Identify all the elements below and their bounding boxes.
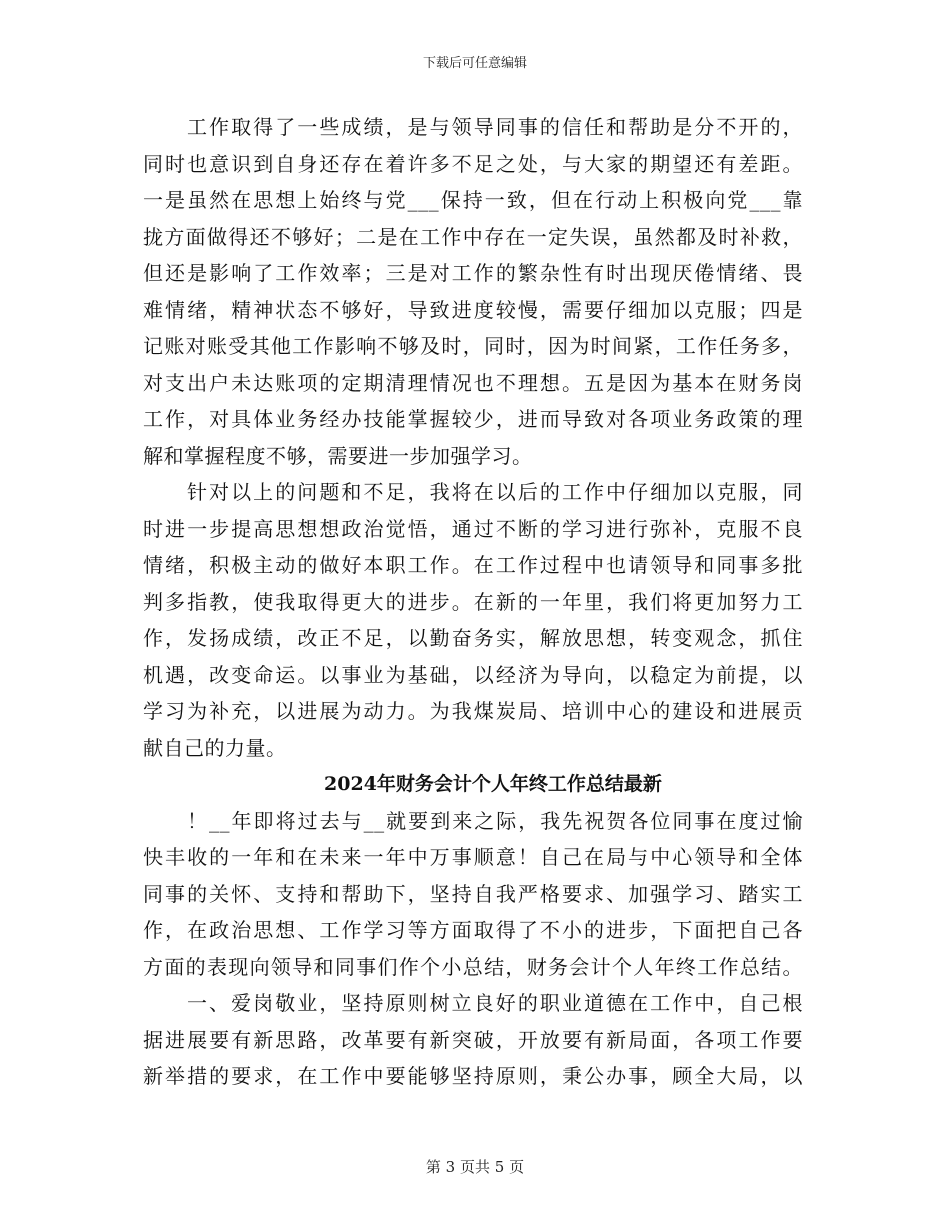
paragraph xyxy=(143,803,803,986)
text-line: 同事的关怀、支持和帮助下，坚持自我严格要求、加强学习、踏实工 xyxy=(143,881,803,906)
text-line: 快丰收的一年和在未来一年中万事顺意！自己在局与中心领导和全体 xyxy=(143,845,803,869)
text-line: 据进展要有新思路，改革要有新突破，开放要有新局面，各项工作要 xyxy=(143,1027,803,1052)
text-line: 但还是影响了工作效率；三是对工作的繁杂性有时出现厌倦情绪、畏 xyxy=(143,261,803,285)
text-line: 对支出户未达账项的定期清理情况也不理想。五是因为基本在财务岗 xyxy=(143,370,803,395)
text-line: 一、爱岗敬业，坚持原则树立良好的职业道德在工作中，自己根 xyxy=(187,991,803,1015)
text-line: 作，在政治思想、工作学习等方面取得了不小的进步，下面把自己各 xyxy=(143,918,803,942)
text-line: 机遇，改变命运。以事业为基础，以经济为导向，以稳定为前提，以 xyxy=(143,662,803,687)
text-line: 工作取得了一些成绩，是与领导同事的信任和帮助是分不开的， xyxy=(187,115,803,139)
paragraph xyxy=(143,474,803,766)
paragraph xyxy=(143,985,803,1095)
text-line: 作，发扬成绩，改正不足，以勤奋务实，解放思想，转变观念，抓住 xyxy=(143,626,803,650)
page-header: 下载后可任意编辑 xyxy=(422,56,527,71)
text-line: 工作，对具体业务经办技能掌握较少，进而导致对各项业务政策的理 xyxy=(143,407,803,431)
text-line: 一是虽然在思想上始终与党___保持一致，但在行动上积极向党___靠 xyxy=(143,188,803,212)
text-line: 献自己的力量。 xyxy=(143,735,287,760)
paragraph xyxy=(143,109,803,474)
text-line: 解和掌握程度不够，需要进一步加强学习。 xyxy=(143,443,533,468)
page-footer: 第 3 页共 5 页 xyxy=(425,1158,525,1176)
text-line: 情绪，积极主动的做好本职工作。在工作过程中也请领导和同事多批 xyxy=(143,553,803,577)
text-line: 记账对账受其他工作影响不够及时，同时，因为时间紧，工作任务多， xyxy=(143,334,803,358)
section-title: 2024年财务会计个人年终工作总结最新 xyxy=(324,773,662,795)
text-line: 拢方面做得还不够好；二是在工作中存在一定失误，虽然都及时补救， xyxy=(143,224,803,249)
text-line: 学习为补充，以进展为动力。为我煤炭局、培训中心的建设和进展贡 xyxy=(143,699,803,723)
text-line: 难情绪，精神状态不够好，导致进度较慢，需要仔细加以克服；四是 xyxy=(143,297,803,322)
text-line: 针对以上的问题和不足，我将在以后的工作中仔细加以克服，同 xyxy=(187,480,803,504)
text-line: 同时也意识到自身还存在着许多不足之处，与大家的期望还有差距。 xyxy=(143,151,803,176)
text-line: ！__年即将过去与__就要到来之际，我先祝贺各位同事在度过愉 xyxy=(187,808,803,833)
text-line: 方面的表现向领导和同事们作个小总结，财务会计个人年终工作总结。 xyxy=(143,954,803,979)
document-body xyxy=(143,109,803,1095)
text-line: 新举措的要求，在工作中要能够坚持原则，秉公办事，顾全大局，以 xyxy=(143,1064,803,1088)
text-line: 时进一步提高思想想政治觉悟，通过不断的学习进行弥补，克服不良 xyxy=(143,516,803,541)
text-line: 判多指教，使我取得更大的进步。在新的一年里，我们将更加努力工 xyxy=(143,589,803,614)
